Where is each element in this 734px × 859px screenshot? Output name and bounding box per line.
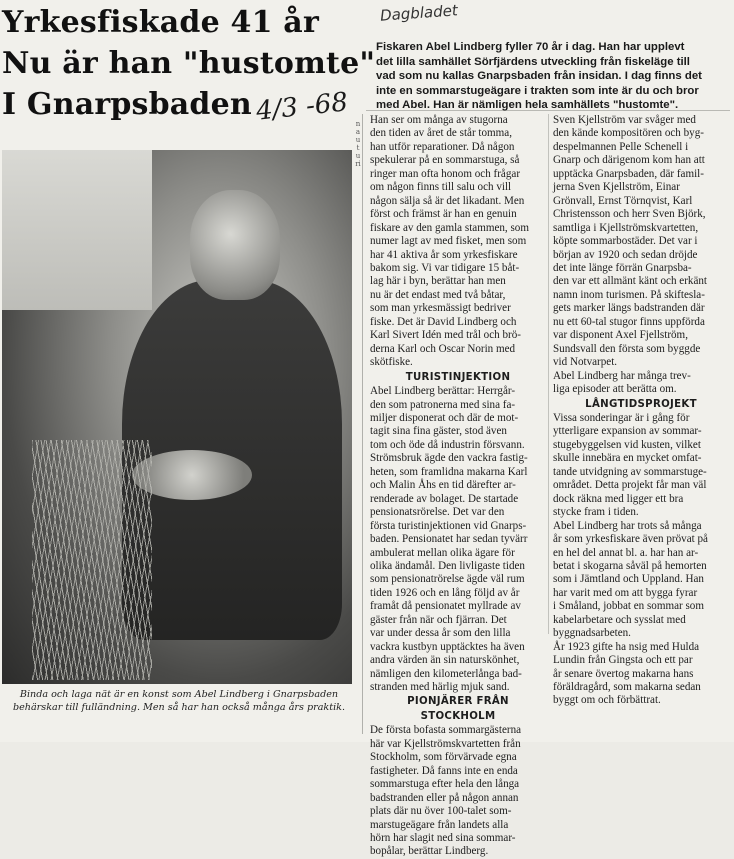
photo-caption: Binda och laga nät är en konst som Abel Lindberg i Gnarpsbaden behärskar till fulländning. Men så har han också många års praktik. xyxy=(12,689,346,713)
paragraph-line: var under dessa år som den lilla xyxy=(370,627,511,640)
paragraph-line: tiden 1926 och en lång följd av år xyxy=(370,586,520,599)
paragraph-line: området. Detta projekt får man väl xyxy=(553,479,707,492)
paragraph-line: nu är det endast med två båtar, xyxy=(370,288,506,301)
photo-fisherman-mending-net xyxy=(2,150,352,684)
intro-line: inte en sommarstugeägare i trakten som inte är du och bror xyxy=(376,84,699,97)
photo-fishing-net xyxy=(32,440,152,680)
paragraph-line: ringer man ofta honom och frågar xyxy=(370,167,521,180)
subheading-pionjarer: PIONJÄRER FRÅN xyxy=(407,696,509,708)
paragraph-line: om någon finns till salu och vill xyxy=(370,181,512,194)
paragraph-line: stranden med härlig mjuk sand. xyxy=(370,681,510,694)
paragraph-line: dock räkna med ligger ett bra xyxy=(553,492,684,505)
divider-vertical-left xyxy=(362,114,363,734)
paragraph-line: och Malin Åhs en tid därefter ar- xyxy=(370,479,516,492)
paragraph-line: Han ser om många av stugorna xyxy=(370,114,508,126)
paragraph-line: som pensionatrörelse ägde väl rum xyxy=(370,573,525,586)
paragraph-line: plats där nu över 100-talet som- xyxy=(370,805,512,818)
paragraph-line: betat i skogarna såväl på hemorten xyxy=(553,559,707,572)
paragraph-line: början av 1920 och sedan dröjde xyxy=(553,248,698,261)
paragraph-line: den tiden av året de står tomma, xyxy=(370,127,513,140)
subheading-langtidsprojekt: LÅNGTIDSPROJEKT xyxy=(585,398,697,410)
paragraph-line: fiske. Det är David Lindberg och xyxy=(370,315,517,328)
paragraph-line: sommarstuga efter hela den långa xyxy=(370,778,520,791)
paragraph-line: andra värden än sin naturskönhet, xyxy=(370,654,520,667)
paragraph-line: först och främst är han en genuin xyxy=(370,208,517,221)
paragraph-line: har 41 aktiva år som yrkesfiskare xyxy=(370,248,518,261)
paragraph-line: nu ett 60-tal stugor finns uppförda xyxy=(553,315,705,328)
paragraph-line: År 1923 gifte ha nsig med Hulda xyxy=(553,640,700,653)
paragraph-line: Lundin från Gingsta och ett par xyxy=(553,654,693,667)
paragraph-line: i Småland, jobbat en sommar som xyxy=(553,600,704,613)
article-column-middle xyxy=(370,114,546,859)
paragraph-line: Vissa sonderingar är i gång för xyxy=(553,411,690,424)
side-label: nauturi xyxy=(355,120,361,168)
paragraph-line: Strömsbruk ägde den vackra fastig- xyxy=(370,452,528,465)
paragraph-line: som i Jämtland och Uppland. Han xyxy=(553,573,704,586)
paragraph-line: De första bofasta sommargästerna xyxy=(370,724,522,737)
paragraph-line: kabelarbetare och sysslat med xyxy=(553,613,686,626)
paragraph-line: stycke fram i tiden. xyxy=(553,506,639,519)
paragraph-line: har varit med om att bygga fyrar xyxy=(553,586,698,599)
article-intro xyxy=(376,40,728,113)
paragraph-line: olika ändamål. Den livligaste tiden xyxy=(370,559,525,572)
handwritten-date: 4/3 -68 xyxy=(254,87,350,127)
subheading-turistinjektion: TURISTINJEKTION xyxy=(405,371,511,383)
paragraph-line: framåt då pensionatet myllrade av xyxy=(370,600,521,613)
paragraph-line: numer lagt av med fisket, men som xyxy=(370,235,527,248)
paragraph-line: föräldragård, som makarna sedan xyxy=(553,681,701,694)
paragraph-line: år senare övertog makarna hans xyxy=(553,667,694,680)
paragraph-line: Stockholm, som förvärvade egna xyxy=(370,751,517,764)
paragraph-line: fiskare av den gamla stammen, som xyxy=(370,221,529,234)
paragraph-line: byggt om och förbättrat. xyxy=(553,694,661,707)
paragraph-line: ambulerat mellan olika ägare för xyxy=(370,546,515,559)
paragraph-line: Sven Kjellström var svåger med xyxy=(553,114,696,126)
photo-person-head xyxy=(190,190,280,300)
paragraph-line: byggnadsarbeten. xyxy=(553,627,631,640)
paragraph-line: Gnarp och därigenom kom han att xyxy=(553,154,705,167)
paragraph-line: Sundsvall den första som byggde xyxy=(553,342,701,355)
paragraph-line: spekulerar på en sommarstuga, så xyxy=(370,154,520,167)
subheading-stockholm: STOCKHOLM xyxy=(420,710,496,722)
paragraph-line: tande utvidgning av sommarstuge- xyxy=(553,465,707,478)
intro-line: Fiskaren Abel Lindberg fyller 70 år i dag. Han har upplevt xyxy=(376,41,685,53)
paragraph-line: Abel Lindberg har trots så många xyxy=(553,519,702,532)
paragraph-line: första turistinjektionen vid Gnarps- xyxy=(370,519,527,532)
paragraph-line: den som patronerna med sina fa- xyxy=(370,398,516,411)
paragraph-line: jerna Sven Kjellström, Einar xyxy=(553,181,680,194)
paragraph-line: renderade av bolaget. De startade xyxy=(370,492,519,505)
paragraph-line: gäster från när och fjärran. Det xyxy=(370,613,507,626)
paragraph-line: badstranden eller på någon annan xyxy=(370,791,519,804)
intro-line: vad som nu kallas Gnarpsbaden från insidan. I dag finns det xyxy=(376,70,702,83)
paragraph-line: pensionatsrörelse. Det var den xyxy=(370,506,505,519)
article-column-right xyxy=(553,114,729,708)
headline-line-3: I Gnarpsbaden xyxy=(2,87,252,122)
paragraph-line: skötfiske. xyxy=(370,356,413,369)
paragraph-line: bakom sig. Vi var tidigare 15 båt- xyxy=(370,261,520,274)
paragraph-line: tom och öde då industrin försvann. xyxy=(370,438,525,451)
paragraph-line: stugebyggelsen vid kusten, vilket xyxy=(553,438,701,451)
headline-line-1: Yrkesfiskade 41 år xyxy=(2,5,319,40)
headline-line-2: Nu är han "hustomte" xyxy=(2,46,376,81)
paragraph-line: nämligen den kilometerlånga bad- xyxy=(370,667,522,680)
paragraph-line: Abel Lindberg har många trev- xyxy=(553,369,691,382)
paragraph-line: den var ett allmänt känt och erkänt xyxy=(553,275,708,288)
paragraph-line: hörn har slagit ned sina sommar- xyxy=(370,832,516,845)
paragraph-line: miljer disponerat och där de mot- xyxy=(370,411,519,424)
paragraph-line: som man yrkesmässigt bedriver xyxy=(370,302,511,315)
paragraph-line: namn inom turismen. På skiftesla- xyxy=(553,288,705,301)
paragraph-line: upptäcka Gnarpsbaden, där famil- xyxy=(553,167,704,180)
paragraph-line: det inte länge förrän Gnarpsba- xyxy=(553,261,692,274)
handwritten-paper-name: Dagbladet xyxy=(379,1,459,25)
paragraph-line: skulle innebära en mycket omfat- xyxy=(553,452,702,465)
divider-vertical-right xyxy=(548,114,549,634)
paragraph-line: baden. Pensionatet har sedan tyvärr xyxy=(370,533,528,546)
paragraph-line: en hel del annat bl. a. har han ar- xyxy=(553,546,699,559)
paragraph-line: liga episoder att berätta om. xyxy=(553,383,677,396)
photo-window-area xyxy=(2,150,152,310)
paragraph-line: marstugeägare från landets alla xyxy=(370,818,509,831)
paragraph-line: ytterligare expansion av sommar- xyxy=(553,425,702,438)
paragraph-line: fastigheter. Då fanns inte en enda xyxy=(370,764,518,777)
paragraph-line: Karl Sivert Idén med trål och brö- xyxy=(370,329,521,342)
paragraph-line: Christensson och herr Sven Björk, xyxy=(553,208,706,221)
intro-line: det lilla samhället Sörfjärdens utveckling från fiskeläge till xyxy=(376,55,690,68)
paragraph-line: Grönvall, Ernst Törnqvist, Karl xyxy=(553,194,693,207)
paragraph-line: år som yrkesfiskare även prövat på xyxy=(553,533,708,546)
paragraph-line: bopålar, berättar Lindberg. xyxy=(370,845,489,858)
paragraph-line: despelmannen Pelle Schenell i xyxy=(553,140,689,153)
paragraph-line: den kände kompositören och byg- xyxy=(553,127,704,140)
paragraph-line: vackra kustbyn upptäcktes ha även xyxy=(370,640,525,653)
paragraph-line: köpte sommarbostäder. Det var i xyxy=(553,235,698,248)
intro-line: med Abel. Han är nämligen hela samhällets "hustomte". xyxy=(376,99,679,112)
paragraph-line: var disponent Axel Fjellström, xyxy=(553,329,688,342)
paragraph-line: heten, som framlidna makarna Karl xyxy=(370,465,528,478)
paragraph-line: tagit sina fina gäster, stod även xyxy=(370,425,507,438)
paragraph-line: gets marker längs badstranden där xyxy=(553,302,705,315)
paragraph-line: samtliga i Kjellströmskvartetten, xyxy=(553,221,699,234)
paragraph-line: här var Kjellströmskvartetten från xyxy=(370,737,521,750)
paragraph-line: Abel Lindberg berättar: Herrgår- xyxy=(370,385,516,398)
paragraph-line: han utför reparationer. Då någon xyxy=(370,140,515,153)
paragraph-line: lag här i byn, berättar han men xyxy=(370,275,506,288)
paragraph-line: någon sälja så är det likadant. Men xyxy=(370,194,525,207)
paragraph-line: vid Notvarpet. xyxy=(553,356,618,369)
paragraph-line: derna Karl och Oscar Norin med xyxy=(370,342,516,355)
